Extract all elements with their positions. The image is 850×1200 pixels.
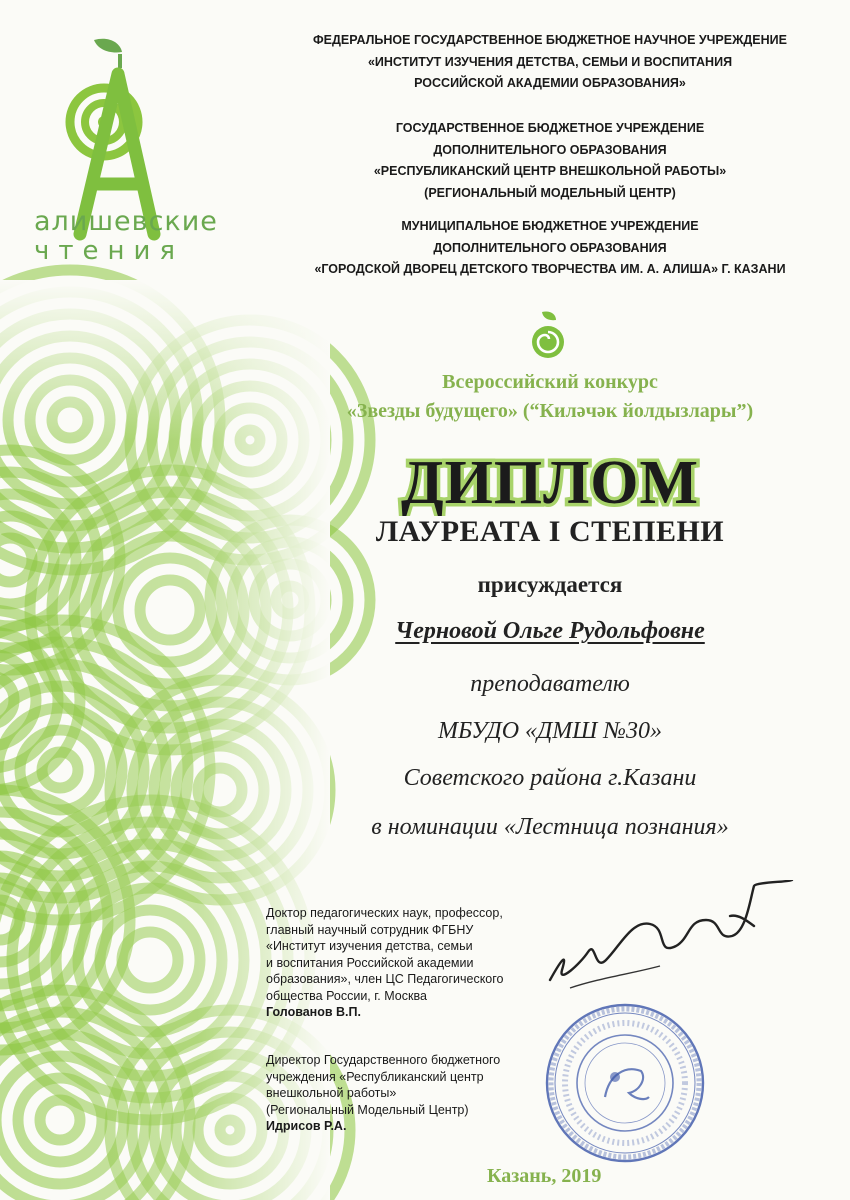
- diploma-title: [250, 446, 850, 516]
- signatory-2: Директор Государственного бюджетного учреждения «Республиканский центр внешкольной работы» (Региональный Модельный Центр) Идрисов Р.А.: [266, 1053, 501, 1133]
- logo-title: алишевские: [34, 206, 218, 237]
- contest-label: Всероссийский конкурс: [442, 371, 658, 393]
- org-line: «ИНСТИТУТ ИЗУЧЕНИЯ ДЕТСТВА, СЕМЬИ И ВОСПИТАНИЯ: [367, 54, 733, 69]
- apple-spiral-icon: [528, 310, 568, 362]
- official-stamp: [543, 1001, 707, 1165]
- org-line: (РЕГИОНАЛЬНЫЙ МОДЕЛЬНЫЙ ЦЕНТР): [424, 185, 676, 200]
- recipient-name: Черновой Ольге Рудольфовне: [395, 618, 705, 644]
- city-year: Казань, 2019: [487, 1165, 602, 1187]
- org-line: «ГОРОДСКОЙ ДВОРЕЦ ДЕТСКОГО ТВОРЧЕСТВА ИМ. А. АЛИША» Г. КАЗАНИ: [314, 262, 786, 276]
- recipient-school: МБУДО «ДМШ №30»: [438, 718, 662, 744]
- diploma-degree: ЛАУРЕАТА I СТЕПЕНИ: [375, 515, 725, 548]
- signatory-name: Идрисов Р.А.: [266, 1119, 347, 1133]
- org-line: ГОСУДАРСТВЕННОЕ БЮДЖЕТНОЕ УЧРЕЖДЕНИЕ: [395, 121, 705, 135]
- org-line: РОССИЙСКОЙ АКАДЕМИИ ОБРАЗОВАНИЯ»: [414, 76, 686, 90]
- org-line: ФЕДЕРАЛЬНОЕ ГОСУДАРСТВЕННОЕ БЮДЖЕТНОЕ НАУЧНОЕ УЧРЕЖДЕНИЕ: [312, 33, 787, 47]
- recipient-district: Советского района г.Казани: [403, 765, 697, 791]
- org-block-3: [250, 216, 850, 281]
- contest-name: «Звезды будущего» (“Киләчәк йолдызлары”): [346, 400, 754, 422]
- nomination: в номинации «Лестница познания»: [371, 814, 729, 840]
- org-block-2: [250, 118, 850, 204]
- signatory-name: Голованов В.П.: [266, 1005, 361, 1019]
- svg-text:ДИПЛОМ: ДИПЛОМ: [400, 449, 700, 516]
- org-block-1: [250, 30, 850, 95]
- signatory-1: Доктор педагогических наук, профессор, главный научный сотрудник ФГБНУ «Институт изучения детства, семьи и воспитания Российской академии образования», член ЦС Педагогического общества России, г. Москва Голованов В.П.: [266, 906, 504, 1019]
- org-line: МУНИЦИПАЛЬНОЕ БЮДЖЕТНОЕ УЧРЕЖДЕНИЕ: [401, 219, 699, 233]
- awarded-label: присуждается: [477, 572, 623, 597]
- handwritten-signature: [540, 880, 800, 1000]
- org-line: ДОПОЛНИТЕЛЬНОГО ОБРАЗОВАНИЯ: [433, 142, 667, 157]
- logo-subtitle: чтения: [34, 236, 185, 266]
- org-line: ДОПОЛНИТЕЛЬНОГО ОБРАЗОВАНИЯ: [433, 240, 667, 255]
- org-line: «РЕСПУБЛИКАНСКИЙ ЦЕНТР ВНЕШКОЛЬНОЙ РАБОТЫ»: [373, 164, 727, 178]
- recipient-position: преподавателю: [470, 671, 630, 697]
